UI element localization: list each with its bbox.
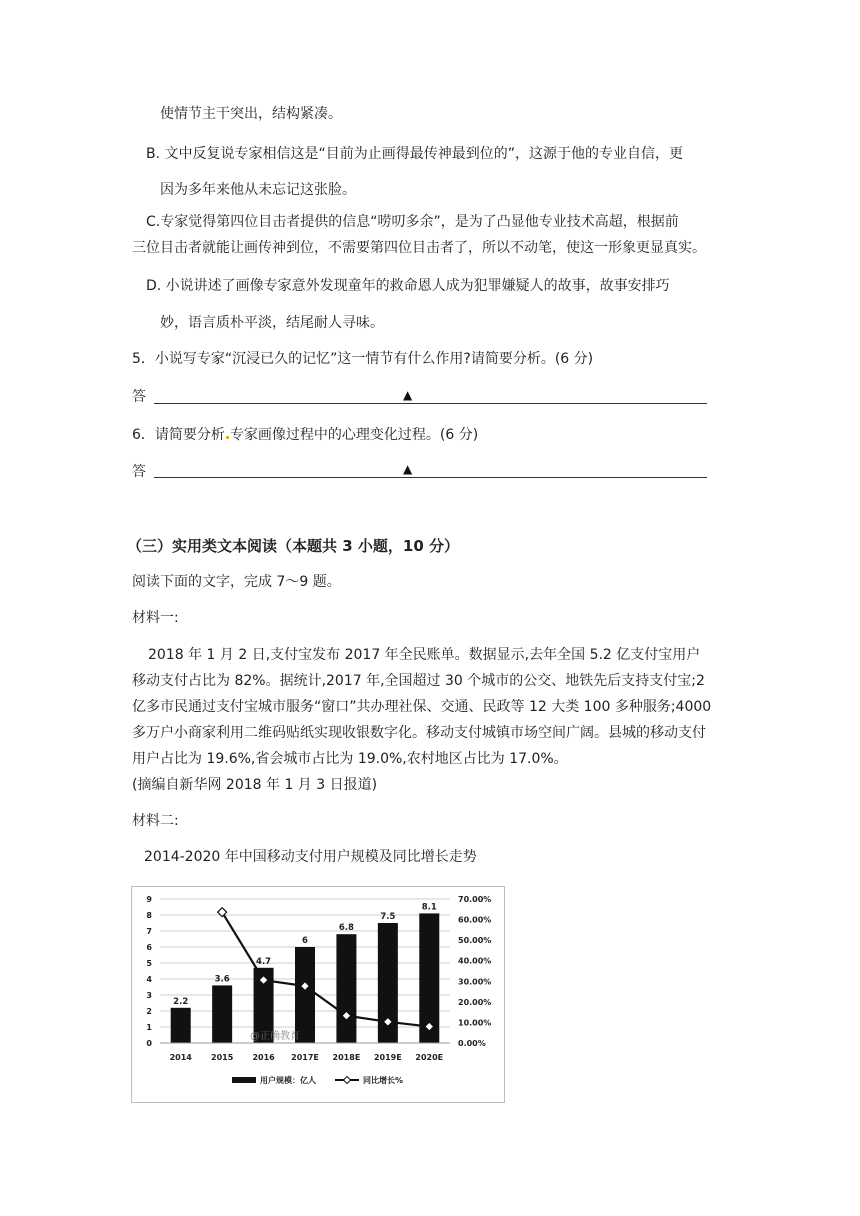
question-6 <box>132 425 478 445</box>
option-b-line2: 因为多年来他从未忘记这张脸。 <box>160 182 356 198</box>
option-b-line1: B. 文中反复说专家相信这是“目前为止画得最传神最到位的”，这源于他的专业自信，更 <box>146 146 684 162</box>
x-tick-label: 2019E <box>373 1053 402 1062</box>
legend-line-marker <box>344 1077 351 1084</box>
question-6-part1: 6．请简要分析 <box>132 427 225 443</box>
material1-label: 材料一: <box>132 610 179 626</box>
right-tick-label: 10.00% <box>458 1018 492 1028</box>
x-tick-label: 2015 <box>211 1053 234 1062</box>
right-tick-label: 60.00% <box>458 915 492 925</box>
right-tick-label: 40.00% <box>458 956 492 966</box>
bar-value-label: 8.1 <box>421 902 437 913</box>
watermark: @正确教育 <box>250 1031 300 1042</box>
x-tick-label: 2016 <box>252 1053 275 1062</box>
legend-bar-label: 用户规模：亿人 <box>260 1076 316 1085</box>
legend-line-label: 同比增长% <box>363 1076 404 1085</box>
left-tick-label: 2 <box>146 1007 152 1016</box>
option-c-line1: C.专家觉得第四位目击者提供的信息“唠叨多余”，是为了凸显他专业技术高超，根据前 <box>146 214 679 230</box>
bar-value-label: 6.8 <box>338 923 354 934</box>
right-tick-label: 50.00% <box>458 936 492 946</box>
chart-caption: 2014-2020 年中国移动支付用户规模及同比增长走势 <box>144 849 477 865</box>
material1-text: 2018 年 1 月 2 日,支付宝发布 2017 年全民账单。数据显示,去年全国 5.2 亿支付宝用户移动支付占比为 82%。据统计,2017 年,全国超过 30 个城市的公交、地铁先后支持支付宝;2 亿多市民通过支付宝城市服务“窗口”共办理社保、交通、民政等 12 大类 100 多种服务;4000 多万户小商家利用二维码贴纸实现收银数字化。移动支付城镇市场空间广阔。县城的移动支付用户占比为 19.6%,省会城市占比为 19.0%,农村地区占比为 17.0%。 <box>132 647 712 767</box>
left-tick-label: 6 <box>146 943 152 952</box>
question-6-part2: 专家画像过程中的心理变化过程。(6 分) <box>229 427 479 443</box>
answer-line-6[interactable] <box>154 477 707 478</box>
bar-value-label: 4.7 <box>256 956 272 967</box>
left-tick-label: 1 <box>146 1023 152 1032</box>
left-tick-label: 7 <box>146 927 152 936</box>
section-intro: 阅读下面的文字，完成 7～9 题。 <box>132 574 341 590</box>
left-tick-label: 0 <box>146 1039 152 1048</box>
bar-value-label: 6 <box>302 936 308 946</box>
answer-marker-6: ▲ <box>403 462 413 476</box>
x-tick-label: 2014 <box>169 1053 192 1062</box>
left-tick-label: 5 <box>146 959 152 968</box>
section-heading: （三）实用类文本阅读（本题共 3 小题，10 分） <box>127 537 459 555</box>
answer-label-6: 答 <box>132 464 146 480</box>
mobile-payment-chart <box>132 887 504 1102</box>
answer-label-5: 答 <box>132 389 146 405</box>
option-a-continuation: 使情节主干突出，结构紧凑。 <box>160 106 342 122</box>
question-5: 5．小说写专家“沉浸已久的记忆”这一情节有什么作用?请简要分析。(6 分) <box>132 351 594 367</box>
answer-marker-5: ▲ <box>403 388 413 402</box>
right-tick-label: 20.00% <box>458 997 492 1007</box>
option-d-line2: 妙，语言质朴平淡，结尾耐人寻味。 <box>160 315 384 331</box>
left-tick-label: 8 <box>146 911 152 920</box>
bar <box>336 934 356 1043</box>
x-tick-label: 2018E <box>332 1053 361 1062</box>
bar <box>295 947 315 1043</box>
left-tick-label: 4 <box>146 975 152 984</box>
right-tick-label: 0.00% <box>458 1039 486 1048</box>
left-tick-label: 9 <box>146 895 152 904</box>
chart-frame <box>131 886 505 1103</box>
bar <box>171 1008 191 1043</box>
material2-label: 材料二: <box>132 813 179 829</box>
answer-line-5[interactable] <box>154 403 707 404</box>
legend-bar-swatch <box>232 1077 256 1083</box>
bar-value-label: 2.2 <box>173 996 189 1007</box>
left-tick-label: 3 <box>146 991 152 1000</box>
growth-line <box>222 912 429 1026</box>
option-d-line1: D. 小说讲述了画像专家意外发现童年的救命恩人成为犯罪嫌疑人的故事，故事安排巧 <box>146 278 670 294</box>
right-tick-label: 70.00% <box>458 895 492 904</box>
highlight-mark <box>226 436 229 439</box>
bar-value-label: 7.5 <box>380 912 396 922</box>
option-c-line2: 三位目击者就能让画传神到位，不需要第四位目击者了，所以不动笔，使这一形象更显真实。 <box>132 240 706 256</box>
x-tick-label: 2017E <box>291 1053 319 1062</box>
bar-value-label: 3.6 <box>214 974 230 985</box>
bar <box>212 985 232 1043</box>
x-tick-label: 2020E <box>415 1053 444 1062</box>
right-tick-label: 30.00% <box>458 977 492 987</box>
source-note: (摘编自新华网 2018 年 1 月 3 日报道) <box>132 777 378 793</box>
